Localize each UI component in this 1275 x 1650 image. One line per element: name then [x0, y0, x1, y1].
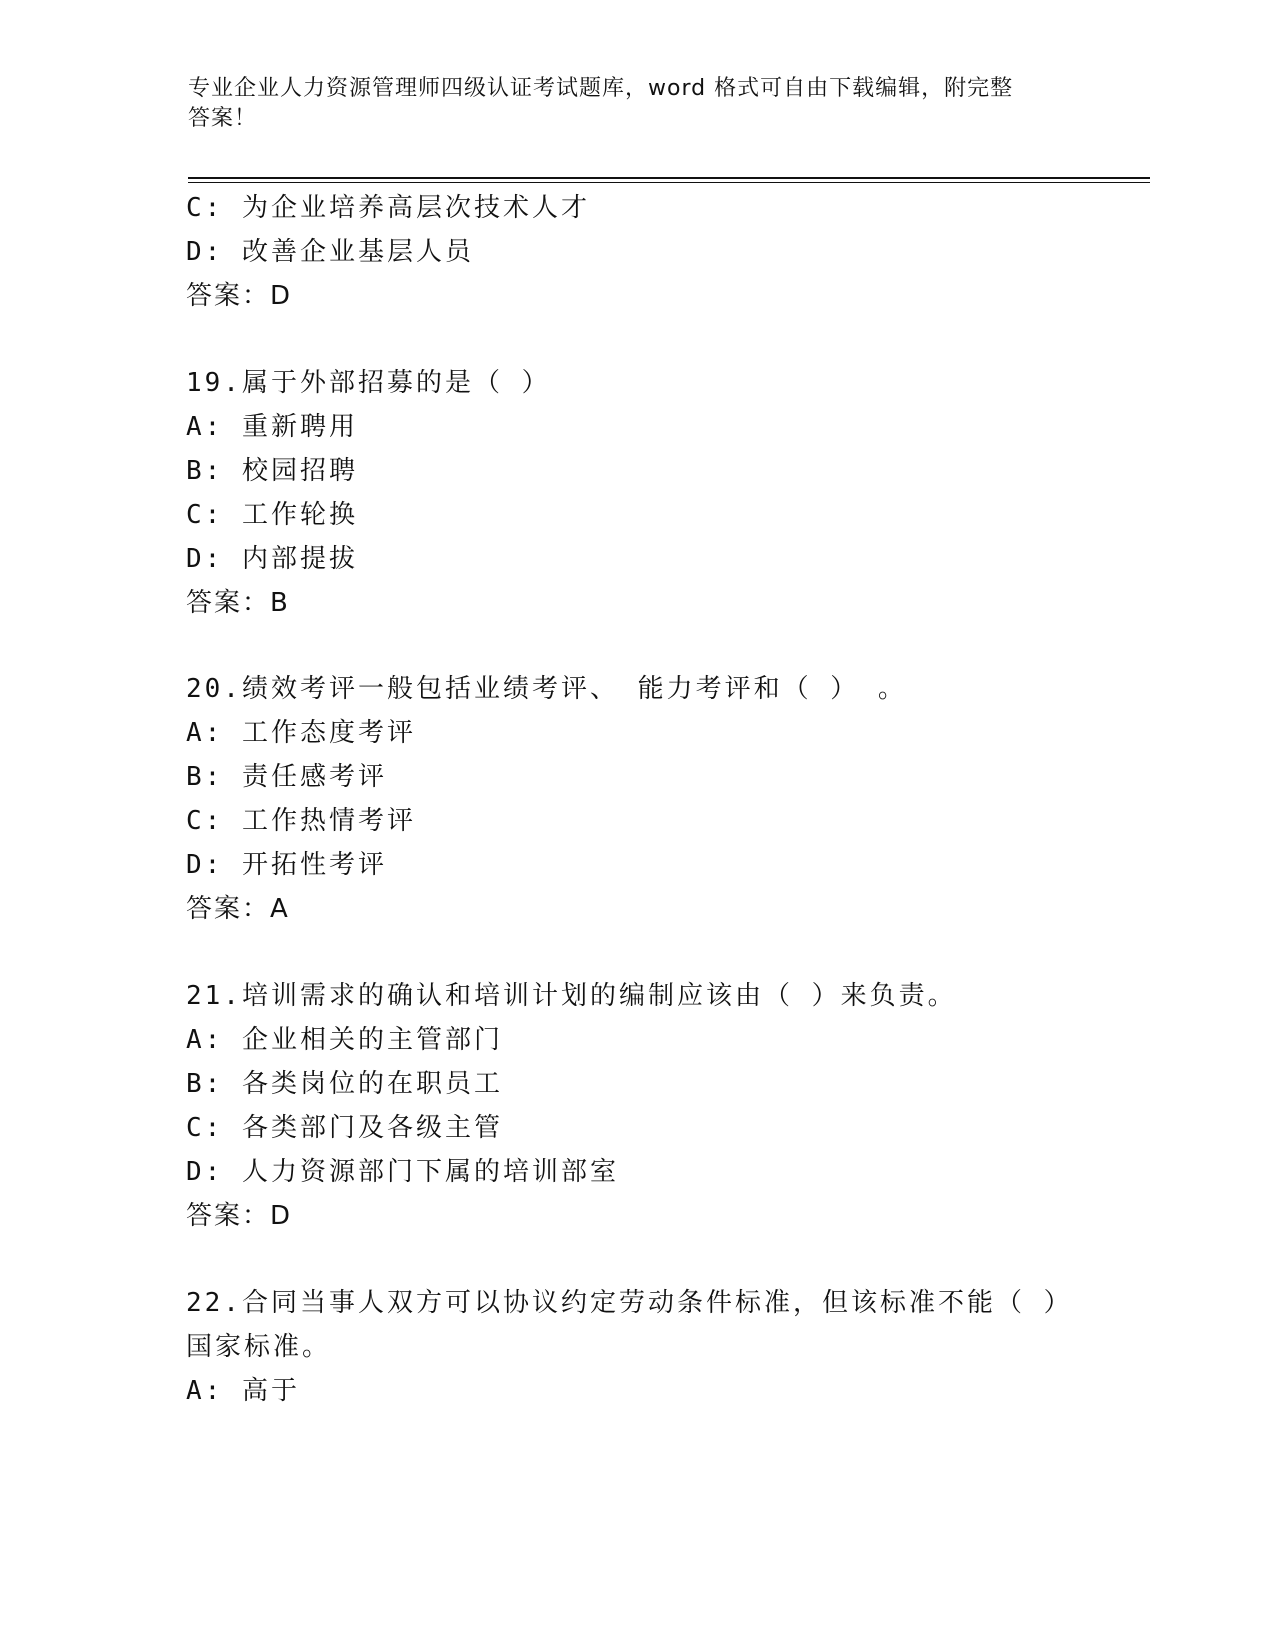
q22-question-line-2: 国家标准。	[186, 1332, 332, 1362]
q20-option-b: B: 责任感考评	[186, 762, 387, 792]
q18-option-d: D: 改善企业基层人员	[186, 237, 474, 267]
header-line-2: 答案！	[188, 106, 258, 131]
q22-question-line-1: 22.合同当事人双方可以协议约定劳动条件标准，但该标准不能（ ）	[186, 1288, 1073, 1318]
q19-option-a: A: 重新聘用	[186, 412, 358, 442]
q18-answer: 答案：D	[186, 281, 293, 311]
q19-answer: 答案：B	[186, 588, 290, 618]
q20-option-d: D: 开拓性考评	[186, 850, 387, 880]
q19-option-b: B: 校园招聘	[186, 456, 358, 486]
q21-option-c: C: 各类部门及各级主管	[186, 1113, 503, 1143]
q20-option-a: A: 工作态度考评	[186, 718, 416, 748]
q22-option-a: A: 高于	[186, 1376, 300, 1406]
q21-option-d: D: 人力资源部门下属的培训部室	[186, 1157, 619, 1187]
header-line-1: 专业企业人力资源管理师四级认证考试题库，word 格式可自由下载编辑，附完整	[188, 76, 1014, 101]
q21-question: 21.培训需求的确认和培训计划的编制应该由（ ）来负责。	[186, 981, 957, 1011]
q20-answer: 答案：A	[186, 894, 290, 924]
q21-option-b: B: 各类岗位的在职员工	[186, 1069, 503, 1099]
q19-option-d: D: 内部提拔	[186, 544, 358, 574]
q21-option-a: A: 企业相关的主管部门	[186, 1025, 503, 1055]
q20-question: 20.绩效考评一般包括业绩考评、 能力考评和（ ） 。	[186, 674, 907, 704]
q18-option-c: C: 为企业培养高层次技术人才	[186, 193, 590, 223]
header-divider-thick	[188, 177, 1150, 179]
q19-question: 19.属于外部招募的是（ ）	[186, 368, 551, 398]
document-header	[188, 74, 1088, 134]
q21-answer: 答案：D	[186, 1201, 293, 1231]
q20-option-c: C: 工作热情考评	[186, 806, 416, 836]
q19-option-c: C: 工作轮换	[186, 500, 358, 530]
header-divider-thin	[188, 182, 1150, 183]
